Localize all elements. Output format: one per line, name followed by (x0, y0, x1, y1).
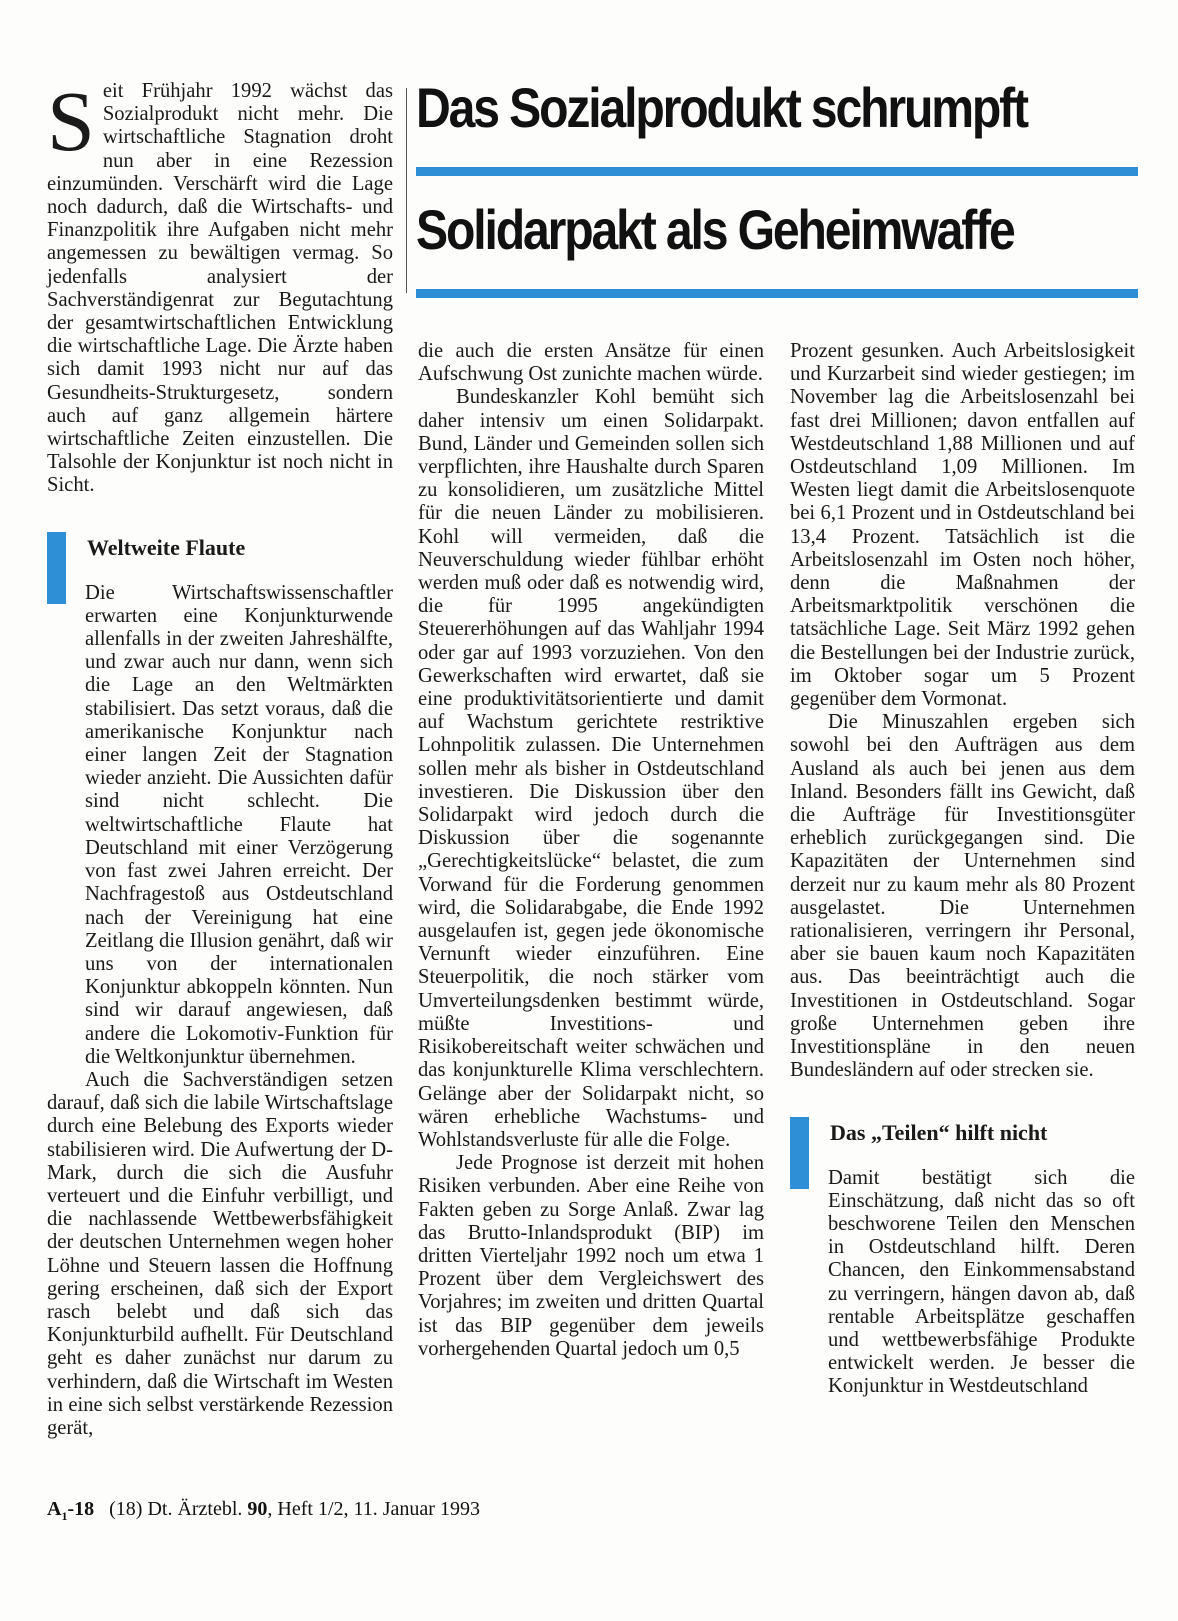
page-footer (47, 1498, 480, 1524)
intro-paragraph (47, 73, 393, 498)
section-accent-bar (47, 532, 66, 604)
column2-paragraph-3: Jede Prognose ist derzeit mit hohen Risiken verbunden. Aber eine Reihe von Fakten geben zu Sorge Anlaß. Zwar lag das Brutto-Inlandsprodukt (BIP) im dritten Vierteljahr 1992 noch um etwa 1 Prozent über dem Vergleichswert des Vorjahres; im zweiten und dritten Quartal ist das BIP gegenüber dem jeweils vorhergehenden Quartal jedoch um 0,5 (418, 1152, 764, 1360)
headline-rule-top (416, 167, 1138, 176)
drop-cap: S (47, 73, 95, 169)
volume-number: 90 (247, 1498, 268, 1520)
section1-paragraph-2: Auch die Sachverständigen setzen darauf, daß sich die labile Wirtschaftslage durch eine Belebung des Exports wieder stabilisieren wird. Die Aufwertung der D-Mark, durch die sich die Ausfuhr verteuert und die Einfuhr verbilligt, und die nachlassende Wettbewerbsfähigkeit der deutschen Unternehmen wegen hoher Löhne und Steuern lassen die Hoffnung gering erscheinen, daß sich der Export rasch belebt und daß sich das Konjunkturbild aufhellt. Für Deutschland geht es daher zunächst nur darum zu verhindern, daß die Wirtschaft im Westen in eine sich selbst verstärkende Rezession gerät, (47, 1068, 393, 1439)
column3-paragraph-1: Prozent gesunken. Auch Arbeitslosigkeit und Kurzarbeit sind wieder gestiegen; im November lag die Arbeitslosenzahl bei fast drei Millionen; davon entfallen auf Westdeutschland 1,88 Millionen und auf Ostdeutschland 1,09 Millionen. Im Westen liegt damit die Arbeitslosenquote bei 6,1 Prozent und in Ostdeutschland bei 13,4 Prozent. Tatsächlich ist die Arbeitslosenzahl im Osten noch höher, denn die Maßnahmen der Arbeitsmarktpolitik verschönen die tatsächliche Lage. Seit März 1992 gehen die Bestellungen bei der Industrie zurück, im Oktober sogar um 5 Prozent gegenüber dem Vormonat. (790, 340, 1135, 711)
column2-paragraph-2: Bundeskanzler Kohl bemüht sich daher intensiv um einen Solidarpakt. Bund, Länder und Gemeinden sollen sich verpflichten, ihre Haushalte durch Sparen zu konsolidieren, um zusätzliche Mittel für die neuen Länder zu mobilisieren. Kohl will vermeiden, daß die Neuverschuldung wieder fühlbar erhöht werden muß oder daß es notwendig wird, die für 1995 angekündigten Steuererhöhungen auf das Wahljahr 1994 oder gar auf 1993 vorzuziehen. Von den Gewerkschaften wird erwartet, daß sie eine produktivitätsorientierte und damit auf Wachstum gerichtete restriktive Lohnpolitik zulassen. Die Unternehmen sollen mehr als bisher in Ostdeutschland investieren. Die Diskussion über den Solidarpakt wird jedoch durch die Diskussion über die sogenannte „Gerechtigkeitslücke“ belastet, die zum Vorwand für die Forderung genommen wird, die Solidarabgabe, die Ende 1992 ausgelaufen ist, gegen jede ökonomische Vernunft wieder einzuführen. Eine Steuerpolitik, die noch stärker vom Umverteilungsdenken bestimmt würde, müßte Investitions- und Risikobereitschaft weiter schwächen und das konjunkturelle Klima verschlechtern. Gelänge aber der Solidarpakt nicht, so wären erhebliche Wachstums- und Wohlstandsverluste für alle die Folge. (418, 386, 764, 1151)
intro-text: eit Frühjahr 1992 wächst das Sozialprodukt nicht mehr. Die wirtschaftliche Stagnation droht nun aber in eine Rezession einzumünden. Verschärft wird die Lage noch dadurch, daß die Wirtschafts- und Finanzpolitik ihre Aufgaben nicht mehr angemessen zu bewältigen vermag. So jedenfalls analysiert der Sachverständigenrat zur Begutachtung der gesamtwirtschaftlichen Entwicklung die wirtschaftliche Lage. Die Ärzte haben sich damit 1993 nicht nur auf das Gesundheits-Strukturgesetz, sondern auch auf ganz allgemein härtere wirtschaftliche Zeiten einzustellen. Die Talsohle der Konjunktur ist noch nicht in Sicht. (47, 80, 393, 497)
column2-paragraph-1: die auch die ersten Ansätze für einen Aufschwung Ost zunichte machen würde. (418, 340, 764, 386)
column-1 (47, 73, 393, 1440)
section-heading-text: Das „Teilen“ hilft nicht (830, 1119, 1048, 1145)
section1-paragraph-1: Die Wirtschaftswissenschaftler erwarten eine Konjunkturwende allenfalls in der zweiten Jahreshälfte, und zwar auch nur dann, wenn sich die Lage an den Weltmärkten stabilisiert. Das setzt voraus, daß die amerikanische Konjunktur nach einer langen Zeit der Stagnation wieder anzieht. Die Aussichten dafür sind nicht schlecht. Die weltwirtschaftliche Flaute hat Deutschland mit einer Verzögerung von fast zwei Jahren erreicht. Der Nachfragestoß aus Ostdeutschland nach der Vereinigung hat eine Zeitlang die Illusion genährt, daß wir uns von der internationalen Konjunktur abkoppeln könnten. Nun sind wir darauf angewiesen, daß andere die Lokomotiv-Funktion für die Weltkonjunktur übernehmen. (85, 581, 393, 1068)
section2-paragraph-1: Damit bestätigt sich die Einschätzung, daß nicht das so oft beschworene Teilen den Menschen in Ostdeutschland hilft. Deren Chancen, den Einkommensabstand zu verringern, hängen davon ab, daß rentable Arbeitsplätze geschaffen und wettbewerbsfähige Produkte entwickelt werden. Je besser die Konjunktur in Westdeutschland (828, 1166, 1135, 1398)
citation-suffix: , Heft 1/2, 11. Januar 1993 (267, 1498, 480, 1520)
column3-paragraph-2: Die Minuszahlen ergeben sich sowohl bei den Aufträgen aus dem Ausland als auch bei jenen aus dem Inland. Besonders fällt ins Gewicht, daß die Aufträge für Investitionsgüter erheblich zurückgegangen sind. Die Kapazitäten der Unternehmen sind derzeit nur zu kaum mehr als 80 Prozent ausgelastet. Die Unternehmen rationalisieren, verringern ihr Personal, aber sie bauen kaum noch Kapazitäten aus. Das beeinträchtigt auch die Investitionen in Ostdeutschland. Sogar große Unternehmen geben ihre Investitionspläne in den neuen Bundesländern auf oder strecken sie. (790, 711, 1135, 1082)
headline-title: Das Sozialprodukt schrumpft (416, 76, 1027, 139)
column-2 (418, 340, 764, 1361)
section-heading-teilen (790, 1117, 1135, 1189)
section-heading-weltweite-flaute (47, 532, 393, 604)
column-divider (406, 88, 407, 293)
section-heading-text: Weltweite Flaute (87, 534, 246, 560)
page-label: $A_1-18$ (47, 1498, 95, 1523)
section-accent-bar (790, 1117, 809, 1189)
headline-subtitle: Solidarpakt als Geheimwaffe (416, 198, 1014, 261)
headline-rule-bottom (416, 289, 1138, 298)
column-3 (790, 340, 1135, 1399)
citation-prefix: (18) Dt. Ärztebl. (109, 1498, 243, 1520)
